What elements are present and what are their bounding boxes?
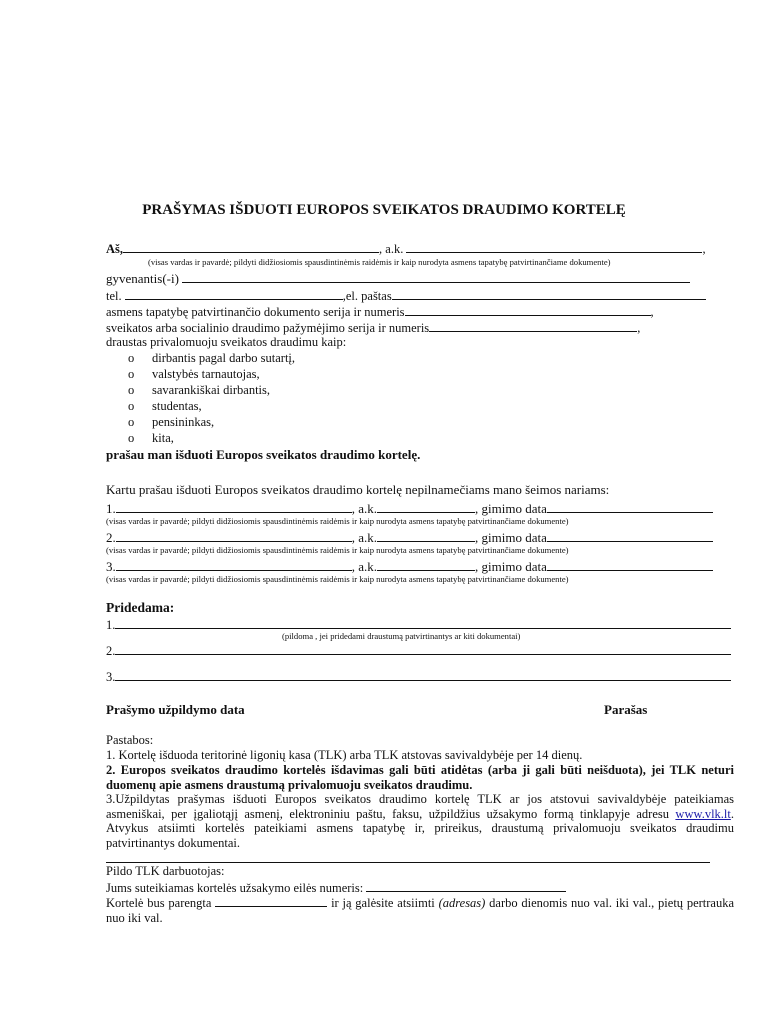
order-number-field[interactable] xyxy=(366,879,566,892)
bullet-circle-icon: o xyxy=(128,351,135,365)
vlk-link[interactable]: www.vlk.lt xyxy=(675,806,731,821)
member-ak-label: , a.k. xyxy=(351,530,378,545)
tel-label: tel. xyxy=(106,289,122,303)
attached-hint: (pildoma , jei pridedami draustumą patvirtinantys ar kiti dokumentai) xyxy=(282,631,521,641)
member-number: 3. xyxy=(106,559,116,574)
page-title: PRAŠYMAS IŠDUOTI EUROPOS SVEIKATOS DRAUDIMO KORTELĘ xyxy=(142,202,626,218)
living-label: gyvenantis(-i) xyxy=(106,271,179,286)
member-birth-label: , gimimo data xyxy=(475,559,547,574)
option-item[interactable] xyxy=(128,351,295,366)
family-member-hint: (visas vardas ir pavardė; pildyti didžiosiomis spausdintinėmis raidėmis ir kaip nurodyta asmens tapatybę patvirtinančiame dokumente) xyxy=(106,516,569,526)
signature-label: Parašas xyxy=(604,702,648,717)
note-2: 2. Europos sveikatos draudimo kortelės išdavimas gali būti atidėtas (arba ji gali būti neišduota), jei TLK neturi duomenų apie asmens draustumą privalomuoju sveikatos draudimu. xyxy=(106,763,734,792)
member-ak-label: , a.k. xyxy=(351,501,378,516)
option-item[interactable] xyxy=(128,399,202,414)
member-birth-field[interactable] xyxy=(547,558,713,571)
date-label: Prašymo užpildymo data xyxy=(106,702,245,717)
insured-as-label: draustas privalomuoju sveikatos draudimu kaip: xyxy=(106,335,347,349)
attached-field[interactable] xyxy=(115,616,731,629)
member-name-field[interactable] xyxy=(116,500,352,513)
bullet-circle-icon: o xyxy=(128,431,135,445)
bullet-circle-icon: o xyxy=(128,383,135,397)
option-item[interactable] xyxy=(128,367,260,382)
tel-field[interactable] xyxy=(125,287,343,300)
member-birth-label: , gimimo data xyxy=(475,530,547,545)
comma: , xyxy=(650,305,654,319)
bullet-circle-icon: o xyxy=(128,415,135,429)
option-label: dirbantis pagal darbo sutartį, xyxy=(152,351,296,365)
attached-heading: Pridedama: xyxy=(106,600,175,615)
email-label: ,el. paštas xyxy=(342,289,392,303)
living-field[interactable] xyxy=(182,270,690,283)
id-doc-label: asmens tapatybę patvirtinančio dokumento serija ir numeris xyxy=(106,305,405,319)
note-3 xyxy=(106,792,734,850)
applicant-name-field[interactable] xyxy=(123,240,379,253)
health-doc-row xyxy=(106,319,640,336)
member-birth-field[interactable] xyxy=(547,500,713,513)
bullet-circle-icon: o xyxy=(128,399,135,413)
family-member-row xyxy=(106,529,713,546)
comma: , xyxy=(637,321,641,335)
note-3-text: 3.Užpildytas prašymas išduoti Europos sveikatos draudimo kortelę TLK ar jos atstovui savivaldybėje pateikiamas asmeniškai, per įgaliotąjį asmenį, elektroniniu paštu, faksu, užpildžius užsakymo formą tinklapyje adresu xyxy=(106,792,734,821)
living-row xyxy=(106,270,690,287)
address-placeholder: (adresas) xyxy=(438,896,486,910)
member-number: 2. xyxy=(106,530,116,545)
health-doc-label: sveikatos arba socialinio draudimo pažymėjimo serija ir numeris xyxy=(106,321,430,335)
attached-row xyxy=(106,668,731,685)
tel-row xyxy=(106,287,706,304)
id-doc-row xyxy=(106,303,654,320)
id-doc-field[interactable] xyxy=(405,303,651,316)
ready-info xyxy=(106,894,734,925)
option-label: valstybės tarnautojas, xyxy=(152,367,260,381)
divider xyxy=(106,862,710,863)
applicant-ak-field[interactable] xyxy=(406,240,702,253)
note-3-text-end: . Atvykus atsiimti kortelės pateikiami asmens tapatybę ir, prireikus, draustumą privalomuoju sveikatos draudimu patvirtinantys dokumentai. xyxy=(106,806,734,850)
family-intro: Kartu prašau išduoti Europos sveikatos draudimo kortelę nepilnamečiams mano šeimos nariams: xyxy=(106,482,610,497)
applicant-name-row xyxy=(106,240,706,257)
attached-number: 3. xyxy=(106,670,116,684)
ready-text-end: darbo dienomis nuo val. iki val., pietų pertrauka nuo iki val. xyxy=(106,896,735,925)
order-number-label: Jums suteikiamas kortelės užsakymo eilės numeris: xyxy=(106,881,364,895)
family-member-row xyxy=(106,558,713,575)
option-label: pensininkas, xyxy=(152,415,215,429)
attached-row xyxy=(106,642,731,659)
member-name-field[interactable] xyxy=(116,529,352,542)
member-name-field[interactable] xyxy=(116,558,352,571)
bullet-circle-icon: o xyxy=(128,367,135,381)
member-birth-label: , gimimo data xyxy=(475,501,547,516)
attached-number: 1. xyxy=(106,618,116,632)
member-ak-field[interactable] xyxy=(377,500,475,513)
member-ak-field[interactable] xyxy=(377,529,475,542)
family-member-hint: (visas vardas ir pavardė; pildyti didžiosiomis spausdintinėmis raidėmis ir kaip nurodyta asmens tapatybę patvirtinančiame dokumente) xyxy=(106,545,569,555)
option-item[interactable] xyxy=(128,383,270,398)
ready-text: Kortelė bus parengta xyxy=(106,896,212,910)
notes-heading: Pastabos: xyxy=(106,733,154,747)
attached-field[interactable] xyxy=(115,642,731,655)
tlk-heading: Pildo TLK darbuotojas: xyxy=(106,864,225,878)
member-ak-label: , a.k. xyxy=(351,559,378,574)
member-number: 1. xyxy=(106,501,116,516)
option-item[interactable] xyxy=(128,431,174,446)
member-birth-field[interactable] xyxy=(547,529,713,542)
email-field[interactable] xyxy=(392,287,706,300)
ready-date-field[interactable] xyxy=(215,894,327,907)
option-item[interactable] xyxy=(128,415,214,430)
option-label: studentas, xyxy=(152,399,202,413)
attached-number: 2. xyxy=(106,644,116,658)
family-member-hint: (visas vardas ir pavardė; pildyti didžiosiomis spausdintinėmis raidėmis ir kaip nurodyta asmens tapatybę patvirtinančiame dokumente) xyxy=(106,574,569,584)
ready-text-mid: ir ją galėsite atsiimti xyxy=(331,896,435,910)
request-statement: prašau man išduoti Europos sveikatos draudimo kortelę. xyxy=(106,447,421,462)
ak-label: , a.k. xyxy=(379,242,404,256)
note-1: 1. Kortelę išduoda teritorinė ligonių kasa (TLK) arba TLK atstovas savivaldybėje per 14 dienų. xyxy=(106,748,583,762)
comma: , xyxy=(702,242,706,256)
option-label: savarankiškai dirbantis, xyxy=(152,383,271,397)
attached-field[interactable] xyxy=(115,668,731,681)
applicant-name-hint: (visas vardas ir pavardė; pildyti didžiosiomis spausdintinėmis raidėmis ir kaip nurodyta asmens tapatybę patvirtinančiame dokumente) xyxy=(148,257,611,267)
member-ak-field[interactable] xyxy=(377,558,475,571)
health-doc-field[interactable] xyxy=(429,319,637,332)
as-label: Aš, xyxy=(106,242,124,256)
option-label: kita, xyxy=(152,431,174,445)
family-member-row xyxy=(106,500,713,517)
